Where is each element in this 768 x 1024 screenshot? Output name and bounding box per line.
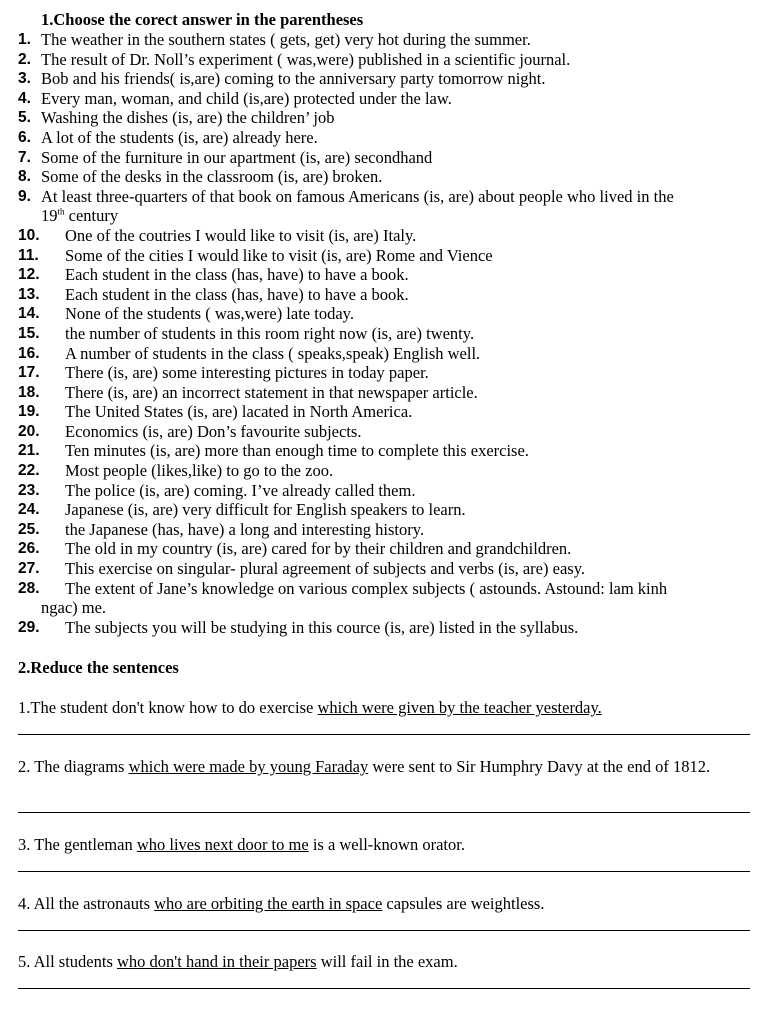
- sentence-text: 3. The gentleman: [18, 835, 137, 854]
- item-text: The police (is, are) coming. I’ve already called them.: [65, 480, 416, 500]
- underlined-clause: which were made by young Faraday: [128, 757, 369, 776]
- continuation-text: 19: [41, 206, 58, 226]
- answer-line-1: [18, 734, 750, 735]
- item-text: The United States (is, are) lacated in North America.: [65, 402, 413, 422]
- item-text: Most people (likes,like) to go to the zoo.: [65, 461, 334, 481]
- item-number: 13.: [18, 285, 40, 303]
- exercise-item: [0, 148, 768, 168]
- item-number: 21.: [18, 442, 40, 460]
- item-number: 29.: [18, 618, 40, 636]
- item-text: There (is, are) an incorrect statement in that newspaper article.: [65, 382, 478, 402]
- exercise-item: [0, 89, 768, 109]
- section-2-title: 2.Reduce the sentences: [18, 658, 179, 677]
- sentence-text-end: will fail in the exam.: [316, 952, 458, 971]
- exercise-item: [0, 226, 768, 246]
- underlined-clause: which were given by the teacher yesterday.: [317, 698, 602, 717]
- underlined-clause: who don't hand in their papers: [117, 952, 317, 971]
- item-text: the Japanese (has, have) a long and interesting history.: [65, 519, 425, 539]
- item-number: 19.: [18, 403, 40, 421]
- exercise-item: [0, 167, 768, 187]
- item-text: Every man, woman, and child (is,are) protected under the law.: [41, 88, 452, 108]
- exercise-item: [0, 69, 768, 89]
- item-number: 25.: [18, 520, 40, 538]
- item-text: the number of students in this room right now (is, are) twenty.: [65, 323, 475, 343]
- item-text: Each student in the class (has, have) to have a book.: [65, 265, 409, 285]
- exercise-item: [0, 481, 768, 501]
- item-text: Each student in the class (has, have) to have a book.: [65, 284, 409, 304]
- exercise-item: [0, 461, 768, 481]
- reduce-sentence-4: [18, 894, 738, 913]
- item-text: Some of the cities I would like to visit (is, are) Rome and Vience: [65, 245, 493, 265]
- exercise-item: [0, 50, 768, 70]
- continuation-text: ngac) me.: [41, 598, 107, 618]
- item-number: 4.: [18, 89, 31, 107]
- item-text: Some of the desks in the classroom (is, are) broken.: [41, 167, 383, 187]
- exercise-item: [0, 344, 768, 364]
- item-text-continuation: [0, 598, 768, 618]
- item-number: 18.: [18, 383, 40, 401]
- exercise-item: [0, 500, 768, 520]
- item-number: 7.: [18, 148, 31, 166]
- exercise-item: [0, 30, 768, 50]
- item-text: The extent of Jane’s knowledge on various complex subjects ( astounds. Astound: lam kinh: [65, 578, 668, 598]
- item-text: Ten minutes (is, are) more than enough time to complete this exercise.: [65, 441, 529, 461]
- item-number: 20.: [18, 422, 40, 440]
- item-text: At least three-quarters of that book on famous Americans (is, are) about people who lived in the: [41, 186, 674, 206]
- reduce-sentence-3: [18, 835, 738, 854]
- reduce-sentence-5: [18, 952, 738, 971]
- item-text: Japanese (is, are) very difficult for English speakers to learn.: [65, 500, 466, 520]
- item-text: Some of the furniture in our apartment (is, are) secondhand: [41, 147, 433, 167]
- underlined-clause: who are orbiting the earth in space: [154, 894, 383, 913]
- item-text: A number of students in the class ( speaks,speak) English well.: [65, 343, 481, 363]
- item-text: One of the coutries I would like to visit (is, are) Italy.: [65, 225, 417, 245]
- section-1-title: 1.Choose the corect answer in the parentheses: [41, 10, 364, 29]
- exercise-item: [0, 128, 768, 148]
- exercise-item: [0, 383, 768, 403]
- exercise-item: [0, 539, 768, 559]
- answer-line-5: [18, 988, 750, 989]
- sentence-text: 4. All the astronauts: [18, 894, 155, 913]
- item-text: A lot of the students (is, are) already here.: [41, 127, 318, 147]
- item-number: 24.: [18, 501, 40, 519]
- exercise-item: [0, 285, 768, 305]
- exercise-item: [0, 579, 768, 618]
- superscript: th: [57, 206, 65, 217]
- item-text: Washing the dishes (is, are) the children’ job: [41, 108, 335, 128]
- exercise-item: [0, 441, 768, 461]
- sentence-text-end: were sent to Sir Humphry Davy at the end of 1812.: [368, 757, 711, 776]
- reduce-sentence-2: [18, 757, 743, 776]
- item-text: The result of Dr. Noll’s experiment ( was,were) published in a scientific journal.: [41, 49, 571, 69]
- exercise-item: [0, 324, 768, 344]
- exercise-item: [0, 265, 768, 285]
- item-text: Economics (is, are) Don’s favourite subjects.: [65, 421, 362, 441]
- item-number: 14.: [18, 305, 40, 323]
- item-number: 27.: [18, 560, 40, 578]
- item-number: 11.: [18, 246, 39, 264]
- sentence-text-end: is a well-known orator.: [308, 835, 465, 854]
- item-number: 22.: [18, 462, 40, 480]
- exercise-1-list: [0, 30, 768, 637]
- sentence-text: 5. All students: [18, 952, 118, 971]
- item-number: 28.: [18, 579, 40, 597]
- exercise-item: [0, 363, 768, 383]
- item-text: Bob and his friends( is,are) coming to the anniversary party tomorrow night.: [41, 69, 546, 89]
- item-number: 16.: [18, 344, 40, 362]
- item-number: 12.: [18, 266, 40, 284]
- item-text: This exercise on singular- plural agreement of subjects and verbs (is, are) easy.: [65, 559, 585, 579]
- sentence-text: 1.The student don't know how to do exercise: [18, 698, 318, 717]
- item-text: None of the students ( was,were) late today.: [65, 304, 354, 324]
- item-number: 10.: [18, 226, 40, 244]
- exercise-item: [0, 108, 768, 128]
- exercise-item: [0, 402, 768, 422]
- item-number: 15.: [18, 324, 40, 342]
- item-number: 26.: [18, 540, 40, 558]
- item-text: The weather in the southern states ( gets, get) very hot during the summer.: [41, 30, 531, 49]
- item-number: 8.: [18, 168, 31, 186]
- item-number: 23.: [18, 481, 40, 499]
- exercise-item: [0, 187, 768, 226]
- item-number: 1.: [18, 31, 31, 48]
- exercise-item: [0, 618, 768, 638]
- exercise-item: [0, 246, 768, 266]
- exercise-item: [0, 559, 768, 579]
- sentence-text-end: capsules are weightless.: [382, 894, 545, 913]
- item-text-continuation: [0, 206, 768, 226]
- item-number: 3.: [18, 70, 31, 88]
- item-number: 6.: [18, 128, 31, 146]
- exercise-item: [0, 520, 768, 540]
- item-number: 9.: [18, 187, 31, 205]
- answer-line-2: [18, 812, 750, 813]
- item-text: The old in my country (is, are) cared for by their children and grandchildren.: [65, 539, 572, 559]
- continuation-text-end: century: [64, 206, 119, 226]
- answer-line-4: [18, 930, 750, 931]
- item-text: There (is, are) some interesting pictures in today paper.: [65, 363, 429, 383]
- exercise-item: [0, 304, 768, 324]
- item-number: 5.: [18, 109, 31, 127]
- exercise-item: [0, 422, 768, 442]
- item-text: The subjects you will be studying in this cource (is, are) listed in the syllabus.: [65, 617, 579, 637]
- underlined-clause: who lives next door to me: [136, 835, 309, 854]
- reduce-sentence-1: [18, 698, 738, 717]
- answer-line-3: [18, 871, 750, 872]
- item-number: 2.: [18, 50, 31, 68]
- item-number: 17.: [18, 364, 40, 382]
- sentence-text: 2. The diagrams: [18, 757, 129, 776]
